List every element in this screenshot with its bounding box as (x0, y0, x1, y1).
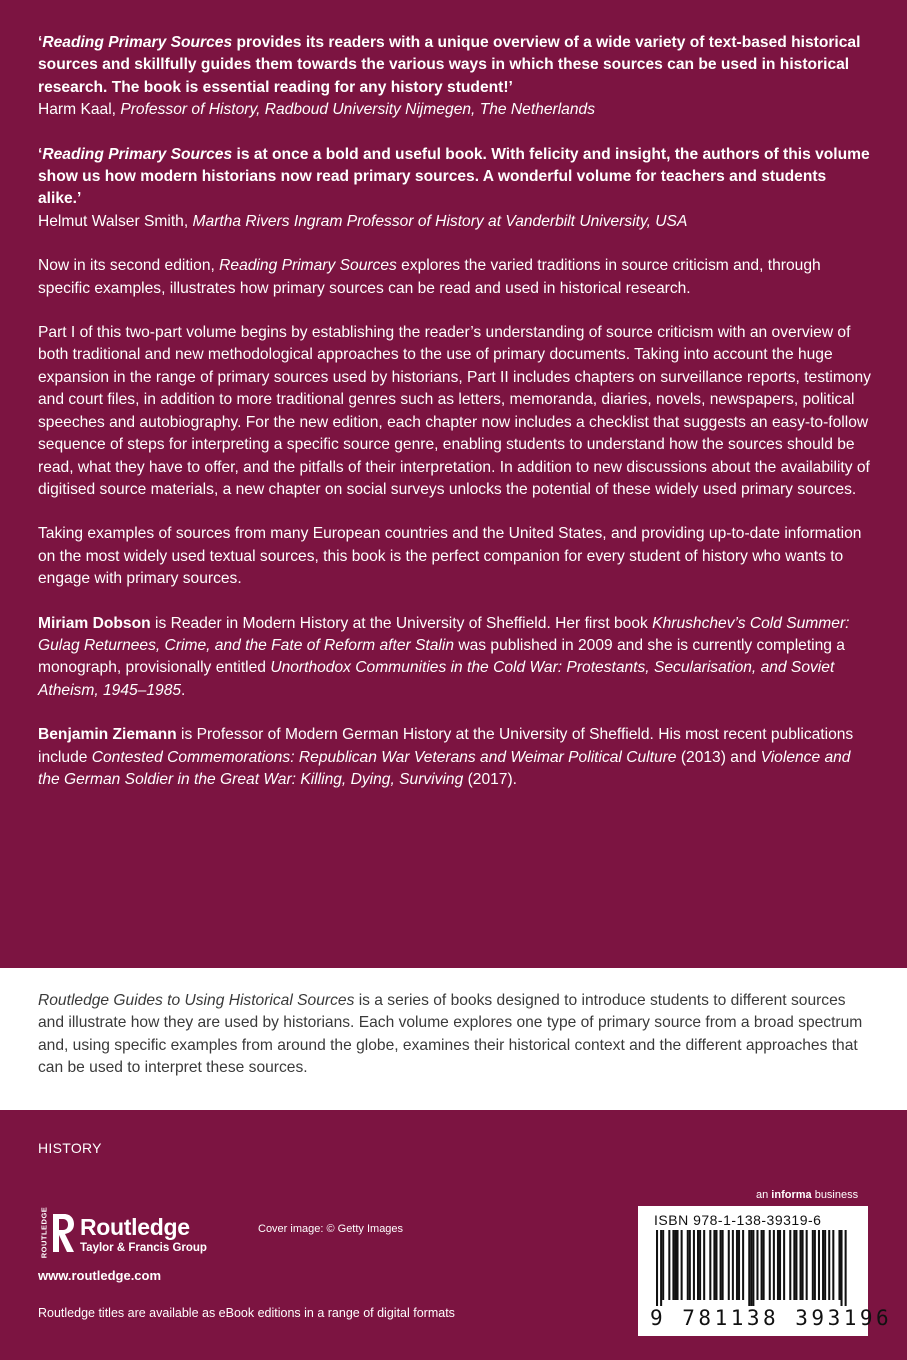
endorsement-attribution (38, 211, 873, 233)
barcode-bar (802, 1230, 804, 1300)
text-segment: explores the varied traditions in source criticism and, through specific examples, illustrates how primary sources can be read and used in historical research. (38, 257, 821, 297)
logo-vertical-text (36, 1206, 49, 1262)
endorsement-attribution (38, 99, 873, 121)
endorsement-quote (38, 144, 873, 234)
endorser-role: Martha Rivers Ingram Professor of History at Vanderbilt University, USA (192, 212, 688, 230)
series-title-italic: Routledge Guides to Using Historical Sources (38, 992, 355, 1009)
publisher-name: Routledge (80, 1214, 190, 1240)
text-segment: business (811, 1189, 859, 1201)
book-title-italic: Contested Commemorations: Republican War Veterans and Weimar Political Culture (91, 748, 677, 766)
barcode-bar (697, 1230, 699, 1300)
barcode-bar (752, 1230, 754, 1306)
category-label: HISTORY (38, 1140, 102, 1156)
text-segment: (2017). (463, 770, 518, 788)
barcode-bar (689, 1230, 691, 1300)
barcode-bar (668, 1230, 670, 1300)
barcode-bar (822, 1230, 824, 1300)
description-paragraph-1 (38, 255, 873, 300)
quote-body: provides its readers with a unique overview of a wide variety of text-based historical sources and skillfully guides them towards the various ways in which these sources can be used in historical research. The book is essential reading for any history student!’ (38, 34, 861, 96)
endorser-name: Harm Kaal, (38, 101, 121, 119)
informa-tagline (756, 1189, 858, 1201)
barcode-bar (672, 1230, 674, 1300)
endorser-name: Helmut Walser Smith, (38, 212, 193, 230)
barcode-bar (703, 1230, 705, 1300)
barcode-bar (742, 1230, 744, 1300)
informa-brand: informa (771, 1189, 812, 1201)
book-title-italic: Reading Primary Sources (219, 257, 397, 275)
barcode-bar (687, 1230, 689, 1300)
barcode-bar (789, 1230, 791, 1300)
book-title-italic: Khrushchev’s Cold Summer: Gulag Returnees, Crime, and the Fate of Reform after Stalin (38, 614, 850, 654)
barcode-bar (732, 1230, 734, 1300)
barcode-bar (750, 1230, 752, 1306)
routledge-logo (36, 1206, 216, 1262)
barcode-bar (841, 1230, 843, 1306)
barcode-bar (832, 1230, 834, 1300)
text-segment: is Reader in Modern History at the University of Sheffield. Her first book (150, 614, 653, 632)
publisher-vertical-label: ROUTLEDGE (39, 1206, 49, 1259)
book-title-italic: Unorthodox Communities in the Cold War: Protestants, Secularisation, and Soviet Atheism, 1945–1985 (38, 659, 835, 699)
barcode-bar (736, 1230, 738, 1300)
endorsement-text (38, 32, 873, 99)
ebook-note: Routledge titles are available as eBook editions in a range of digital formats (38, 1306, 455, 1320)
barcode-bar (662, 1230, 664, 1300)
barcode-bar (728, 1230, 730, 1300)
barcode-bar (674, 1230, 676, 1300)
barcode-bar (761, 1230, 763, 1300)
barcode-bar (722, 1230, 724, 1300)
text-segment: was published in 2009 and she is currently completing a monograph, provisionally entitled (38, 636, 845, 677)
endorsement-text (38, 144, 873, 211)
quote-body: is at once a bold and useful book. With felicity and insight, the authors of this volume show us how modern historians now read primary sources. A wonderful volume for teachers and students alike.’ (38, 145, 870, 208)
open-quote-mark: ‘ (38, 145, 43, 163)
barcode-bar (715, 1230, 717, 1300)
author-bio-dobson (38, 613, 873, 703)
barcode-bar (783, 1230, 785, 1300)
barcode-bar (748, 1230, 750, 1306)
text-segment: . (181, 681, 186, 699)
barcode-bar (713, 1230, 715, 1300)
series-body: is a series of books designed to introduce students to different sources and illustrate how they are used by historians. Each volume explores one type of primary source from a broad spectrum and, using specific examples from around the globe, examines their historical context and the different approaches that can be used to interpret these sources. (38, 992, 863, 1077)
isbn-barcode-panel (638, 1206, 893, 1336)
back-cover-footer (0, 1110, 907, 1360)
text-segment: Now in its second edition, (38, 257, 220, 275)
routledge-r-icon (50, 1212, 76, 1258)
barcode-bar (793, 1230, 795, 1300)
barcode-bar (838, 1230, 840, 1300)
text-segment: (2013) and (676, 748, 761, 766)
endorsement-quote (38, 32, 873, 122)
barcode-bar (824, 1230, 826, 1300)
barcode-bar (814, 1230, 816, 1300)
barcode-bar (828, 1230, 830, 1300)
book-title-italic: Reading Primary Sources (42, 34, 233, 51)
isbn-label: ISBN 978-1-138-39319-6 (654, 1212, 822, 1228)
barcode-bar (773, 1230, 775, 1300)
barcode-bar (681, 1230, 683, 1300)
barcode-bar (699, 1230, 701, 1300)
book-title-italic: Reading Primary Sources (42, 145, 233, 163)
book-title-italic: Violence and the German Soldier in the Great War: Killing, Dying, Surviving (38, 748, 851, 788)
barcode-graphic (650, 1230, 856, 1306)
text-segment: an (756, 1189, 772, 1201)
barcode-bar (769, 1230, 771, 1300)
barcode-bar (845, 1230, 847, 1306)
series-description (38, 990, 868, 1080)
publisher-website-link[interactable]: www.routledge.com (38, 1268, 162, 1283)
series-description-band (0, 968, 907, 1110)
barcode-bar (812, 1230, 814, 1300)
barcode-bar (777, 1230, 779, 1300)
publisher-group: Taylor & Francis Group (80, 1242, 207, 1254)
barcode-bar (795, 1230, 797, 1300)
barcode-number: 9 781138 393196 (650, 1306, 893, 1330)
barcode-bar (756, 1230, 758, 1300)
cover-text-column (38, 32, 873, 813)
barcode-bar (806, 1230, 808, 1300)
barcode-bar (738, 1230, 740, 1300)
barcode-bar (818, 1230, 820, 1300)
open-quote-mark: ‘ (38, 34, 43, 51)
description-paragraph-3: Taking examples of sources from many European countries and the United States, and providing up-to-date information on the most widely used textual sources, this book is the perfect companion for every student of history who wants to engage with primary sources. (38, 525, 862, 588)
endorser-role: Professor of History, Radboud University Nijmegen, The Netherlands (120, 101, 595, 119)
barcode-bar (693, 1230, 695, 1300)
barcode-bar (677, 1230, 679, 1300)
author-name: Miriam Dobson (38, 614, 151, 632)
barcode-bar (709, 1230, 711, 1300)
description-paragraph-2: Part I of this two-part volume begins by establishing the reader’s understanding of source criticism with an overview of both traditional and new methodological approaches to the use of primary documents. Taking into account the huge expansion in the range of primary sources used by historians, Part II includes chapters on surveillance reports, testimony and court files, in addition to more traditional genres such as letters, memoranda, diaries, novels, newspapers, political speeches and autobiography. For the new edition, each chapter now includes a checklist that suggests an easy-to-follow sequence of steps for interpreting a specific source genre, enabling students to understand how the sources should be read, what they have to offer, and the pitfalls of their interpretation. In addition to new discussions about the availability of digitised source materials, a new chapter on social surveys unlocks the potential of these widely used primary sources. (38, 324, 871, 498)
cover-image-credit: Cover image: © Getty Images (258, 1223, 404, 1235)
barcode-bar (800, 1230, 802, 1300)
barcode-bar (656, 1230, 658, 1306)
barcode-bar (720, 1230, 722, 1300)
barcode-bar (779, 1230, 781, 1300)
barcode-bar (660, 1230, 662, 1306)
barcode-bar (763, 1230, 765, 1300)
author-bio-ziemann (38, 724, 873, 791)
author-name: Benjamin Ziemann (38, 726, 177, 744)
text-segment: is Professor of Modern German History at the University of Sheffield. His most recent publications include (38, 726, 854, 766)
